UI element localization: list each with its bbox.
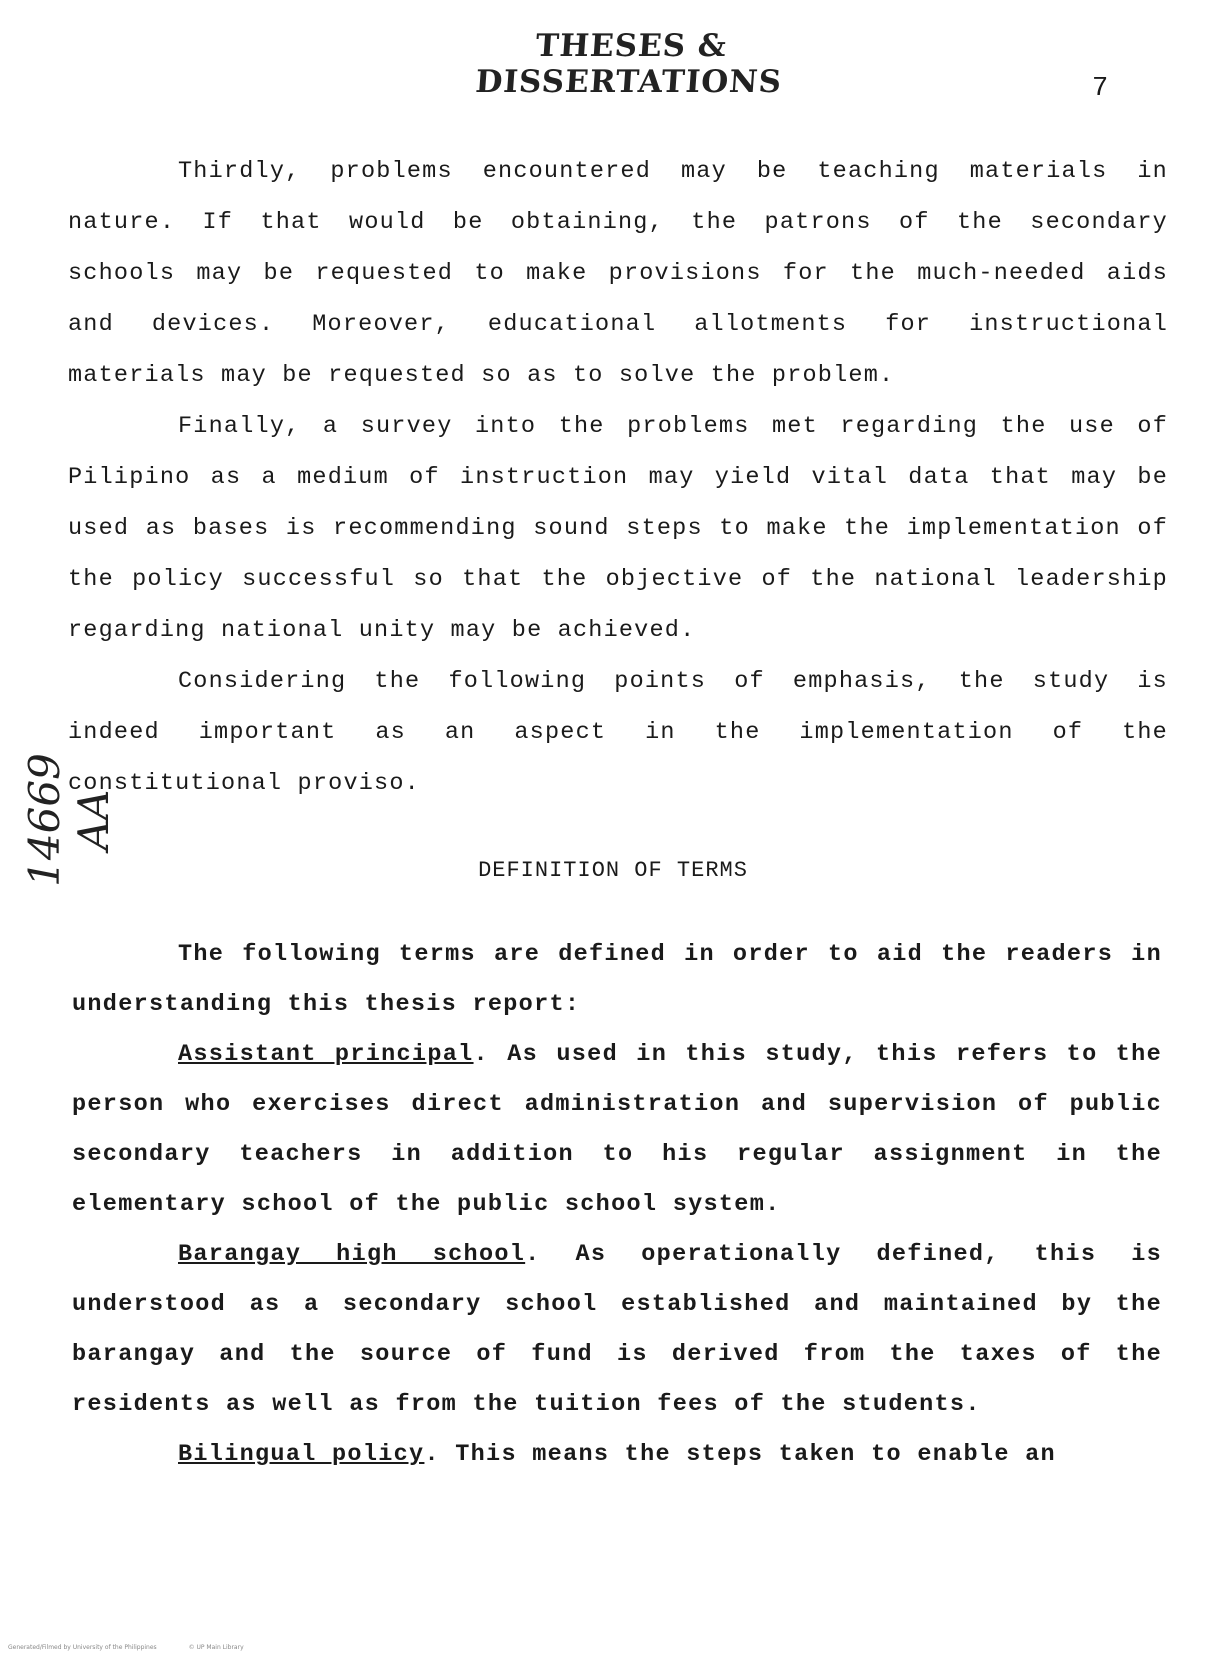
definitions-intro: The following terms are defined in order to aid the readers in understanding this thesis report: bbox=[72, 941, 1162, 1018]
footer-right: © UP Main Library bbox=[188, 1644, 244, 1651]
definition-item: Assistant principal. As used in this study, this refers to the person who exercises direct administration and supervision of public secondary teachers in addition to his regular assignment in the elementary school of the public school system. bbox=[72, 1041, 1162, 1218]
paragraph-finally: Finally, a survey into the problems met regarding the use of Pilipino as a medium of instruction may yield vital data that may be used as bases is recommending sound steps to make the implementation of the policy successful so that the objective of the national leadership regarding national unity may be achieved. bbox=[68, 413, 1168, 644]
page-number: 7 bbox=[1092, 74, 1109, 104]
handwritten-margin-note: 14669 AA bbox=[20, 753, 118, 887]
definition-item: Bilingual policy. This means the steps taken to enable an bbox=[178, 1441, 1056, 1468]
definition-term: Barangay high school bbox=[178, 1241, 526, 1268]
section-heading: DEFINITION OF TERMS bbox=[478, 858, 748, 883]
theses-dissertations-stamp: THESES & DISSERTATIONS bbox=[474, 28, 784, 100]
definition-term: Assistant principal bbox=[178, 1041, 474, 1068]
definition-text: This means the steps taken to enable an bbox=[455, 1441, 1056, 1468]
body-text bbox=[68, 146, 1168, 809]
paragraph-thirdly: Thirdly, problems encountered may be teaching materials in nature. If that would be obtaining, the patrons of the secondary schools may be requested to make provisions for the much-needed aids and devices. Moreover, educational allotments for instructional materials may be requested so as to solve the problem. bbox=[68, 158, 1168, 389]
footer-left: Generated/Filmed by University of the Philippines bbox=[8, 1644, 157, 1651]
definitions-section bbox=[72, 930, 1162, 1480]
paragraph-considering: Considering the following points of emphasis, the study is indeed important as an aspect in the implementation of the constitutional proviso. bbox=[68, 668, 1168, 797]
definition-text: As operationally defined, this is understood as a secondary school established and maintained by the barangay and the source of fund is derived from the taxes of the residents as well as from the tuition fees of the students. bbox=[72, 1241, 1162, 1418]
definition-term: Bilingual policy bbox=[178, 1441, 425, 1468]
definition-item: Barangay high school. As operationally defined, this is understood as a secondary school established and maintained by the barangay and the source of fund is derived from the taxes of the residents as well as from the tuition fees of the students. bbox=[72, 1241, 1162, 1418]
scan-footer bbox=[8, 1644, 274, 1651]
definition-text: As used in this study, this refers to the person who exercises direct administration and supervision of public secondary teachers in addition to his regular assignment in the elementary school of the public school system. bbox=[72, 1041, 1162, 1218]
